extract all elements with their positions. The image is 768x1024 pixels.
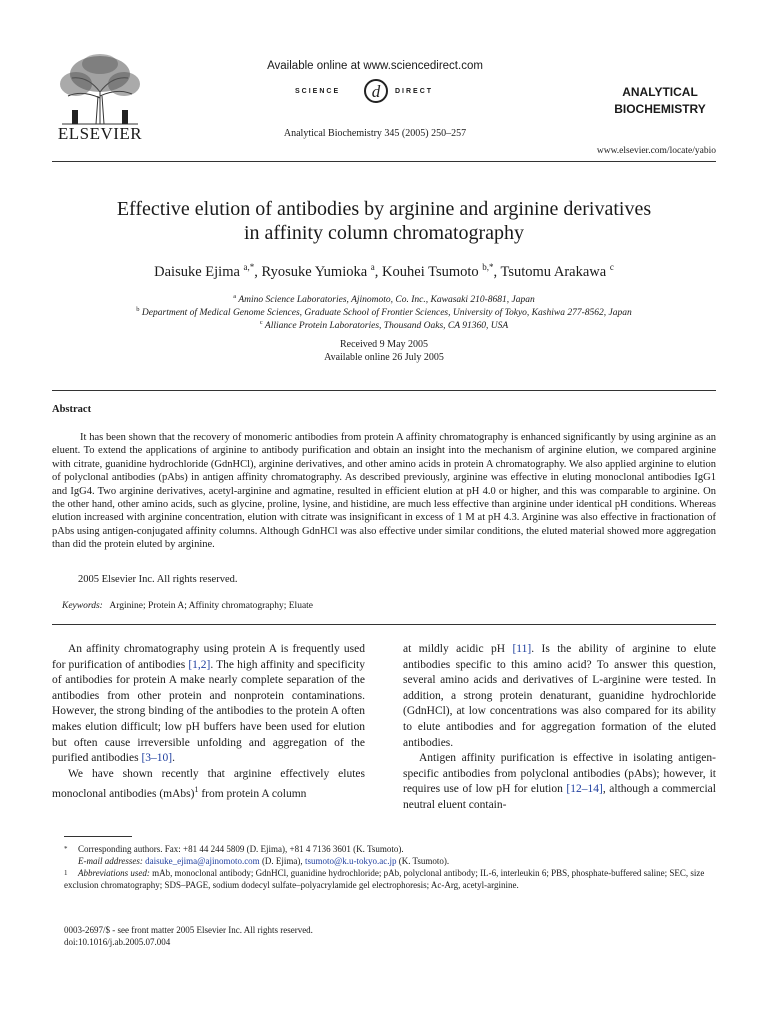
svg-text:d: d: [371, 82, 381, 101]
abstract-copyright: 2005 Elsevier Inc. All rights reserved.: [78, 574, 238, 585]
elsevier-tree-icon: [52, 52, 148, 126]
footnote-text: Corresponding authors. Fax: +81 44 244 5809 (D. Ejima), +81 4 7136 3601 (K. Tsumoto).: [78, 844, 404, 854]
author-affil-mark: c: [609, 262, 614, 272]
footnote-divider: [64, 836, 132, 837]
available-online-date: Available online 26 July 2005: [324, 352, 444, 363]
footnote-mark[interactable]: 1: [194, 785, 199, 795]
body-text: from protein A column: [198, 788, 307, 801]
email-link[interactable]: daisuke_ejima@ajinomoto.com: [145, 856, 260, 866]
title-divider: [52, 390, 716, 391]
reference-link[interactable]: [1,2]: [188, 658, 211, 671]
body-text: .: [172, 752, 175, 765]
keywords-label: Keywords:: [62, 601, 103, 611]
affiliation-text: Department of Medical Genome Sciences, Graduate School of Frontier Sciences, University of Tokyo, Kashiwa 277-8562, Japan: [141, 308, 632, 319]
affiliation-b: [52, 306, 716, 318]
keywords: [62, 601, 313, 611]
affiliation-text: Alliance Protein Laboratories, Thousand Oaks, CA 91360, USA: [264, 321, 509, 332]
email-link[interactable]: tsumoto@k.u-tokyo.ac.jp: [304, 856, 397, 866]
affiliation-text: Amino Science Laboratories, Ajinomoto, Co. Inc., Kawasaki 210-8681, Japan: [238, 295, 535, 306]
title-line1: Effective elution of antibodies by arginine and arginine derivatives: [116, 198, 652, 220]
body-text: , although a commercial neutral eluent contain-: [403, 783, 716, 811]
reference-link[interactable]: [12–14]: [566, 783, 603, 796]
body-text: at mildly acidic pH: [403, 643, 513, 655]
body-column-left: [52, 642, 365, 803]
affiliation-c: [52, 319, 716, 331]
journal-name-line2: BIOCHEMISTRY: [614, 102, 706, 116]
author-affil-mark: a: [370, 262, 375, 272]
keywords-list: Arginine; Protein A; Affinity chromatography; Eluate: [109, 601, 314, 611]
publisher-name: ELSEVIER: [57, 124, 143, 143]
affiliation-mark: c: [259, 319, 263, 326]
author-name: Tsutomu Arakawa: [500, 263, 607, 280]
abstract-text: It has been shown that the recovery of monomeric antibodies from protein A affinity chromatography is enhanced significantly by using arginine as an eluent. To extend the applications of arginine to antibody purification and obtain an insight into the mechanism of arginine elution, we compared arginine with citrate, guanidine hydrochloride (GdnHCl), arginine derivatives, and other amino acids in protein A chromatography. We also applied arginine to elution of polyclonal antibodies (pAbs) in antigen affinity chromatography. As described previously, arginine was effective in eluting monoclonal antibodies IgG1 and IgG4. Two arginine derivatives, acetyl-arginine and agmatine, resulted in efficient elution at pH 4.0 or higher, and this was comparable to arginine. On the other hand, other amino acids, such as glycine, proline, lysine, and histidine, are much less effective than arginine under identical pH conditions. Whereas elution increased with arginine concentration, elution with citrate was insignificant in excess of 1 M at pH 4.3. Arginine was also effective in fractionation of pAbs using antigen-conjugated affinity columns. Although GdnHCl was also effective under similar conditions, the eluted material showed more aggregation than did the protein eluted by arginine.: [52, 432, 716, 551]
abbreviations-label: Abbreviations used:: [78, 868, 150, 878]
email-owner: (K. Tsumoto).: [396, 856, 450, 866]
footnote-emails: [64, 855, 730, 867]
abstract-divider: [52, 624, 716, 625]
header-divider: [52, 161, 716, 162]
sd-left-text: SCIENCE: [295, 88, 341, 95]
body-paragraph: [52, 642, 365, 767]
doi-link[interactable]: doi:10.1016/j.ab.2005.07.004: [64, 937, 171, 947]
author-affil-mark: b,*: [482, 262, 494, 272]
footnote-mark: *: [64, 845, 68, 853]
body-text: We have shown recently that arginine effectively elutes monoclonal antibodies (mAbs): [52, 767, 365, 801]
affiliation-mark: a: [233, 293, 237, 300]
body-paragraph: [403, 751, 716, 813]
article-title: [52, 197, 716, 245]
author-name: Daisuke Ejima: [154, 263, 240, 280]
journal-name: [600, 84, 720, 118]
issn-line: 0003-2697/$ - see front matter 2005 Elsevier Inc. All rights reserved.: [64, 925, 313, 935]
body-text: An affinity chromatography using protein A is frequently used for purification of antibodies: [52, 643, 365, 671]
abstract-heading: Abstract: [52, 404, 92, 415]
elsevier-logo: [52, 52, 148, 142]
footnote-corresponding: [64, 843, 716, 855]
footnote-abbreviations: [64, 867, 716, 891]
footnote-mark: 1: [64, 869, 68, 877]
author-list: Daisuke Ejima $^{a,*}$, Ryosuke Yumioka $^a$, Kouhei Tsumoto $^{b,*}$, Tsutomu Arakawa $^c$: [154, 262, 614, 280]
body-text: . The high affinity and specificity of antibodies for protein A make nearly complete separation of the antibodies from other protein and nonprotein contaminations. However, the strong binding of the antibodies to the protein A often makes elution difficult; low pH buffers have been used for elution but often cause irreversible unfolding and aggregation of the purified antibodies: [52, 658, 365, 765]
affiliation-a: [52, 293, 716, 305]
journal-url-link[interactable]: www.elsevier.com/locate/yabio: [596, 146, 716, 156]
author-name: Ryosuke Yumioka: [261, 263, 368, 280]
author-name: Kouhei Tsumoto: [382, 263, 479, 280]
journal-name-line1: ANALYTICAL: [622, 85, 698, 99]
received-date: Received 9 May 2005: [339, 339, 429, 350]
reference-link[interactable]: [11]: [512, 643, 532, 655]
journal-citation: Analytical Biochemistry 345 (2005) 250–257: [283, 128, 467, 139]
title-line2: in affinity column chromatography: [243, 222, 525, 244]
body-text: . Is the ability of arginine to elute antibodies specific to this amino acid? To answer this question, several amino acids and derivatives of L-arginine were tested. In addition, a strong protein denaturant, guanidine hydrochloride (GdnHCl), at low concentrations was also compared for its ability to elute antibodies and for aggregation formation of the eluted antibodies.: [403, 643, 716, 749]
body-paragraph: [403, 642, 716, 751]
body-column-right: [403, 642, 716, 814]
sd-right-text: DIRECT: [395, 88, 434, 95]
body-paragraph: [52, 767, 365, 803]
body-text: Antigen affinity purification is effective in isolating antigen-specific antibodies from polyclonal antibodies (pAbs); however, it requires use of low pH for elution: [403, 752, 716, 796]
email-owner: (D. Ejima),: [259, 856, 305, 866]
author-affil-mark: a,*: [243, 262, 255, 272]
sciencedirect-logo: [295, 78, 475, 104]
sciencedirect-at-icon: [361, 78, 391, 104]
reference-link[interactable]: [3–10]: [141, 752, 173, 765]
abbreviations-text: mAb, monoclonal antibody; GdnHCl, guanidine hydrochloride; pAb, polyclonal antibody; IL-6, interleukin 6; PBS, phosphate-buffered saline; SEC, size exclusion chromatography; SDS–PAGE, sodium dodecyl sulfate–polyacrylamide gel electrophoresis; Ac-Arg, acetyl-arginine.: [64, 868, 705, 890]
available-online-banner: Available online at www.sciencedirect.com: [267, 60, 483, 72]
email-label: E-mail addresses:: [78, 856, 143, 866]
affiliation-mark: b: [136, 306, 140, 313]
